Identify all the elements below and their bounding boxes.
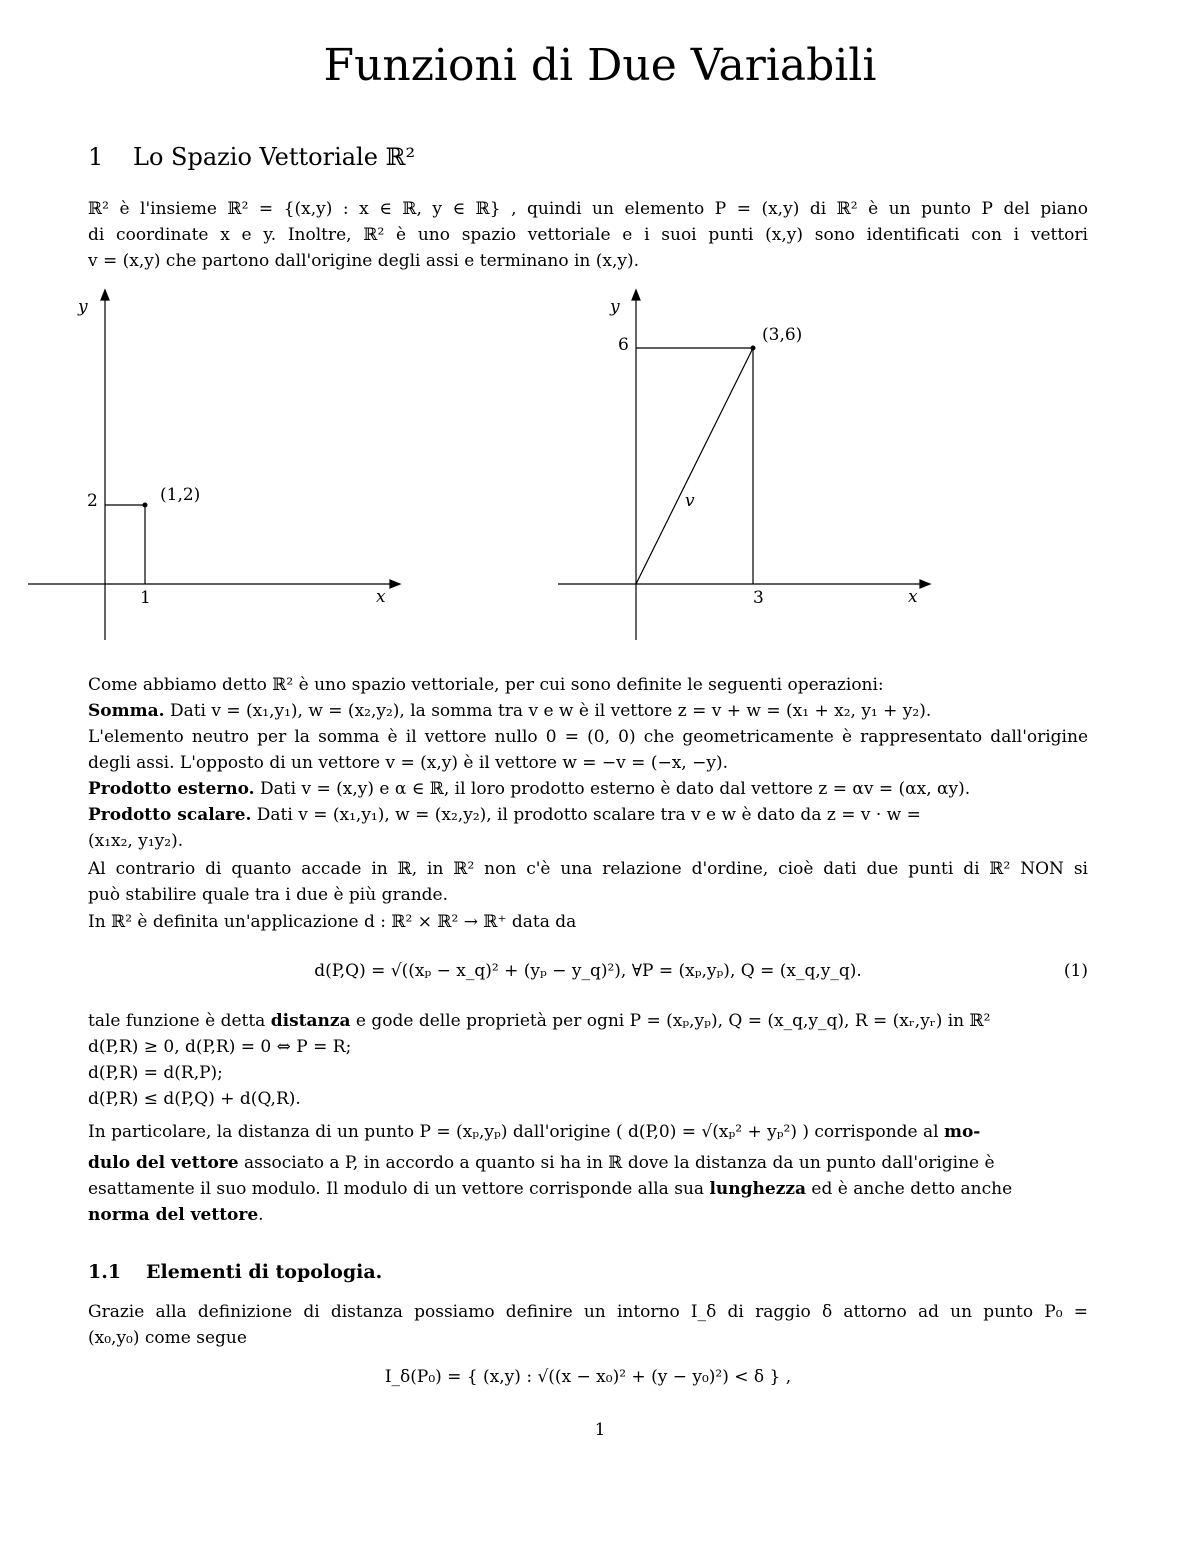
ordine-line-2: può stabilire quale tra i due è più grande. xyxy=(88,885,449,905)
modulo-line-1 xyxy=(88,1119,1088,1145)
point-marker xyxy=(751,346,756,351)
y-axis-label: y xyxy=(610,297,620,317)
subsection-number: 1.1 xyxy=(88,1261,122,1283)
esterno-line xyxy=(88,776,1088,802)
x-axis-arrow xyxy=(920,580,930,588)
figure-point-1-2 xyxy=(0,280,560,650)
modulo-bold-3: lunghezza xyxy=(709,1179,807,1199)
somma-text: Dati v = (x₁,y₁), w = (x₂,y₂), la somma tra v e w è il vettore z = v + w = (x₁ + x₂, y₁ + y₂). xyxy=(169,701,932,721)
distanza-line xyxy=(88,1008,1088,1034)
modulo-bold-1: mo- xyxy=(943,1122,981,1142)
modulo-bold-2: dulo del vettore xyxy=(88,1153,239,1173)
x-tick-label: 3 xyxy=(753,588,764,608)
property-3: d(P,R) ≤ d(P,Q) + d(Q,R). xyxy=(88,1089,301,1109)
section-title-text: Lo Spazio Vettoriale ℝ² xyxy=(133,143,416,171)
somma-label: Somma. xyxy=(88,701,165,721)
figure-vector-3-6 xyxy=(540,280,960,650)
y-tick-label: 2 xyxy=(87,491,98,511)
property-1: d(P,R) ≥ 0, d(P,R) = 0 ⇔ P = R; xyxy=(88,1037,352,1057)
esterno-text: Dati v = (x,y) e α ∈ ℝ, il loro prodotto esterno è dato dal vettore z = αv = (αx, αy). xyxy=(260,779,971,799)
equation-number: (1) xyxy=(1063,961,1088,981)
x-axis-label: x xyxy=(908,587,918,607)
page-number: 1 xyxy=(594,1420,606,1440)
topologia-line-2: (x₀,y₀) come segue xyxy=(88,1328,247,1348)
section-number: 1 xyxy=(88,143,104,171)
modulo-text-2: associato a P, in accordo a quanto si ha in ℝ dove la distanza da un punto dall'origine è xyxy=(238,1153,995,1173)
ordine-line-1: Al contrario di quanto accade in ℝ, in ℝ² non c'è una relazione d'ordine, cioè dati due punti di ℝ² NON si xyxy=(88,859,1088,879)
point-label: (3,6) xyxy=(762,325,803,345)
vector-label: v xyxy=(685,491,695,511)
page-title: Funzioni di Due Variabili xyxy=(323,40,877,91)
distanza-post: e gode delle proprietà per ogni P = (xₚ,yₚ), Q = (x_q,y_q), R = (xᵣ,yᵣ) in ℝ² xyxy=(350,1011,991,1031)
scalare-label: Prodotto scalare. xyxy=(88,805,252,825)
x-axis-arrow xyxy=(390,580,400,588)
x-tick-label: 1 xyxy=(140,588,151,608)
modulo-line-2 xyxy=(88,1150,1088,1176)
scalare-cont: (x₁x₂, y₁y₂). xyxy=(88,831,184,851)
intro-line-1: ℝ² è l'insieme ℝ² = {(x,y) : x ∈ ℝ, y ∈ ℝ} , quindi un elemento P = (x,y) di ℝ² è un punto P del piano xyxy=(88,199,1088,219)
section-heading xyxy=(88,140,415,174)
modulo-line-4 xyxy=(88,1202,1088,1228)
y-axis-label: y xyxy=(78,297,88,317)
ops-intro: Come abbiamo detto ℝ² è uno spazio vettoriale, per cui sono definite le seguenti operazioni: xyxy=(88,675,884,695)
y-axis-arrow xyxy=(632,290,640,300)
applicazione-line: In ℝ² è definita un'applicazione d : ℝ² × ℝ² → ℝ⁺ data da xyxy=(88,912,577,932)
somma-line xyxy=(88,698,1088,724)
vector-line xyxy=(636,348,753,584)
subsection-heading xyxy=(88,1258,382,1286)
esterno-label: Prodotto esterno. xyxy=(88,779,255,799)
topologia-line-1: Grazie alla definizione di distanza possiamo definire un intorno I_δ di raggio δ attorno ad un punto P₀ = xyxy=(88,1302,1088,1322)
intro-line-2: di coordinate x e y. Inoltre, ℝ² è uno spazio vettoriale e i suoi punti (x,y) sono identificati con i vettori xyxy=(88,225,1088,245)
neutro-line-1: L'elemento neutro per la somma è il vettore nullo 0 = (0, 0) che geometricamente è rappresentato dall'origine xyxy=(88,727,1088,747)
point-marker xyxy=(143,503,148,508)
equation-neighbourhood: I_δ(P₀) = { (x,y) : √((x − x₀)² + (y − y₀)²) < δ } , xyxy=(384,1367,792,1387)
modulo-text-3a: esattamente il suo modulo. Il modulo di un vettore corrisponde alla sua xyxy=(88,1179,710,1199)
subsection-title-text: Elementi di topologia. xyxy=(146,1261,383,1283)
modulo-text-4: . xyxy=(258,1205,264,1225)
modulo-line-3 xyxy=(88,1176,1088,1202)
modulo-text-1: In particolare, la distanza di un punto P = (xₚ,yₚ) dall'origine ( d(P,0) = √(xₚ² + yₚ²) ) corrisponde al xyxy=(88,1122,944,1142)
point-label: (1,2) xyxy=(160,485,201,505)
y-axis-arrow xyxy=(101,290,109,300)
scalare-text: Dati v = (x₁,y₁), w = (x₂,y₂), il prodotto scalare tra v e w è dato da z = v · w = xyxy=(256,805,921,825)
distanza-word: distanza xyxy=(270,1011,351,1031)
property-2: d(P,R) = d(R,P); xyxy=(88,1063,223,1083)
modulo-bold-4: norma del vettore xyxy=(88,1205,259,1225)
y-tick-label: 6 xyxy=(618,335,629,355)
equation-distance: d(P,Q) = √((xₚ − x_q)² + (yₚ − y_q)²), ∀P = (xₚ,yₚ), Q = (x_q,y_q). xyxy=(314,961,862,981)
x-axis-label: x xyxy=(376,587,386,607)
neutro-line-2: degli assi. L'opposto di un vettore v = (x,y) è il vettore w = −v = (−x, −y). xyxy=(88,753,728,773)
distanza-pre: tale funzione è detta xyxy=(88,1011,271,1031)
scalare-line xyxy=(88,802,1088,828)
intro-line-3: v = (x,y) che partono dall'origine degli assi e terminano in (x,y). xyxy=(88,251,640,271)
modulo-text-3c: ed è anche detto anche xyxy=(806,1179,1013,1199)
